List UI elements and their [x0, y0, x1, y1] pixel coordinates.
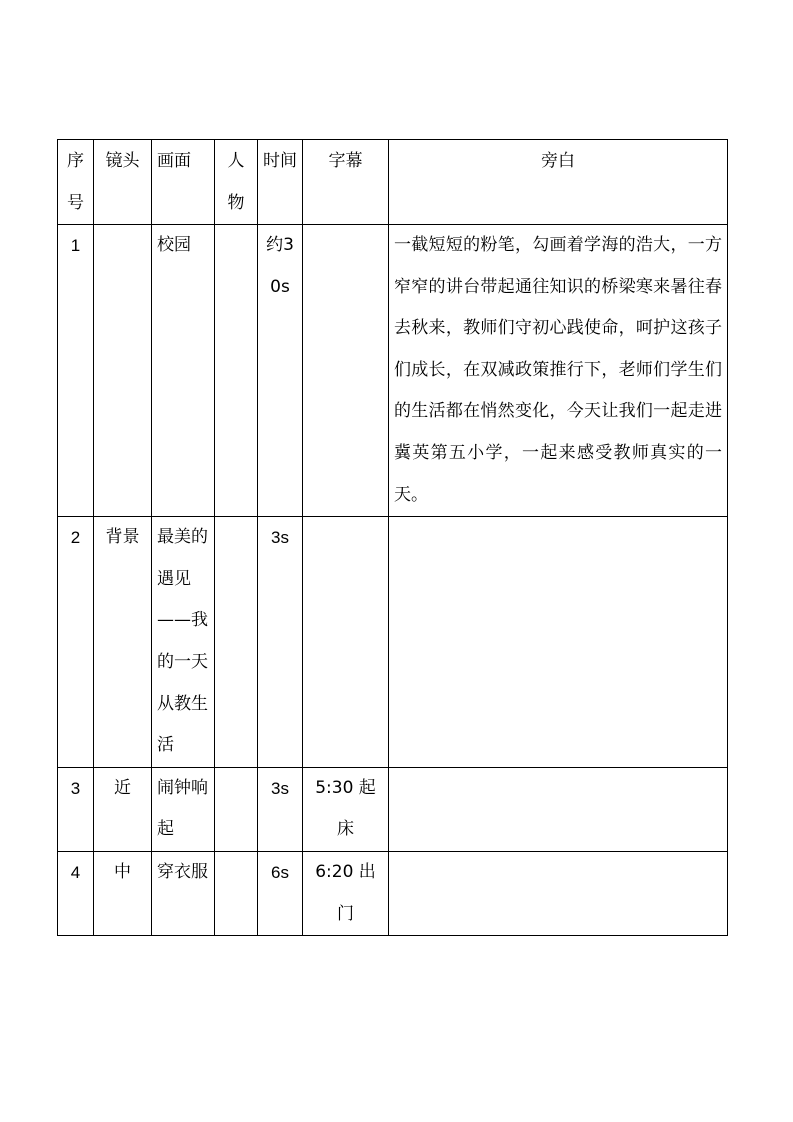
cell-subtitle: 6:20 出门 [303, 851, 389, 935]
cell-shot: 背景 [94, 517, 152, 768]
header-scene: 画面 [152, 140, 215, 225]
table-row [58, 517, 728, 768]
cell-character [215, 767, 258, 851]
cell-character [215, 851, 258, 935]
header-subtitle: 字幕 [303, 140, 389, 225]
cell-seq: 2 [58, 517, 94, 768]
cell-seq: 4 [58, 851, 94, 935]
header-row [58, 140, 728, 225]
cell-time: 6s [258, 851, 303, 935]
cell-narration [389, 767, 728, 851]
table-row [58, 767, 728, 851]
table-row [58, 225, 728, 517]
header-shot: 镜头 [94, 140, 152, 225]
cell-shot [94, 225, 152, 517]
cell-subtitle: 5:30 起床 [303, 767, 389, 851]
header-seq: 序号 [58, 140, 94, 225]
cell-time: 3s [258, 767, 303, 851]
header-character: 人物 [215, 140, 258, 225]
cell-character [215, 517, 258, 768]
shooting-script-table [57, 139, 728, 936]
cell-scene: 最美的遇见——我的一天从教生活 [152, 517, 215, 768]
header-time: 时间 [258, 140, 303, 225]
cell-subtitle [303, 517, 389, 768]
cell-time: 约30s [258, 225, 303, 517]
cell-narration: 一截短短的粉笔，勾画着学海的浩大，一方窄窄的讲台带起通往知识的桥梁寒来暑往春去秋来，教师们守初心践使命，呵护这孩子们成长，在双减政策推行下，老师们学生们的生活都在悄然变化，今天让我们一起走进冀英第五小学，一起来感受教师真实的一天。 [389, 225, 728, 517]
header-narration: 旁白 [389, 140, 728, 225]
cell-narration [389, 517, 728, 768]
cell-shot: 中 [94, 851, 152, 935]
cell-narration [389, 851, 728, 935]
cell-subtitle [303, 225, 389, 517]
cell-shot: 近 [94, 767, 152, 851]
cell-time: 3s [258, 517, 303, 768]
cell-character [215, 225, 258, 517]
cell-scene: 校园 [152, 225, 215, 517]
cell-seq: 3 [58, 767, 94, 851]
table-row [58, 851, 728, 935]
cell-scene: 穿衣服 [152, 851, 215, 935]
cell-seq: 1 [58, 225, 94, 517]
cell-scene: 闹钟响起 [152, 767, 215, 851]
